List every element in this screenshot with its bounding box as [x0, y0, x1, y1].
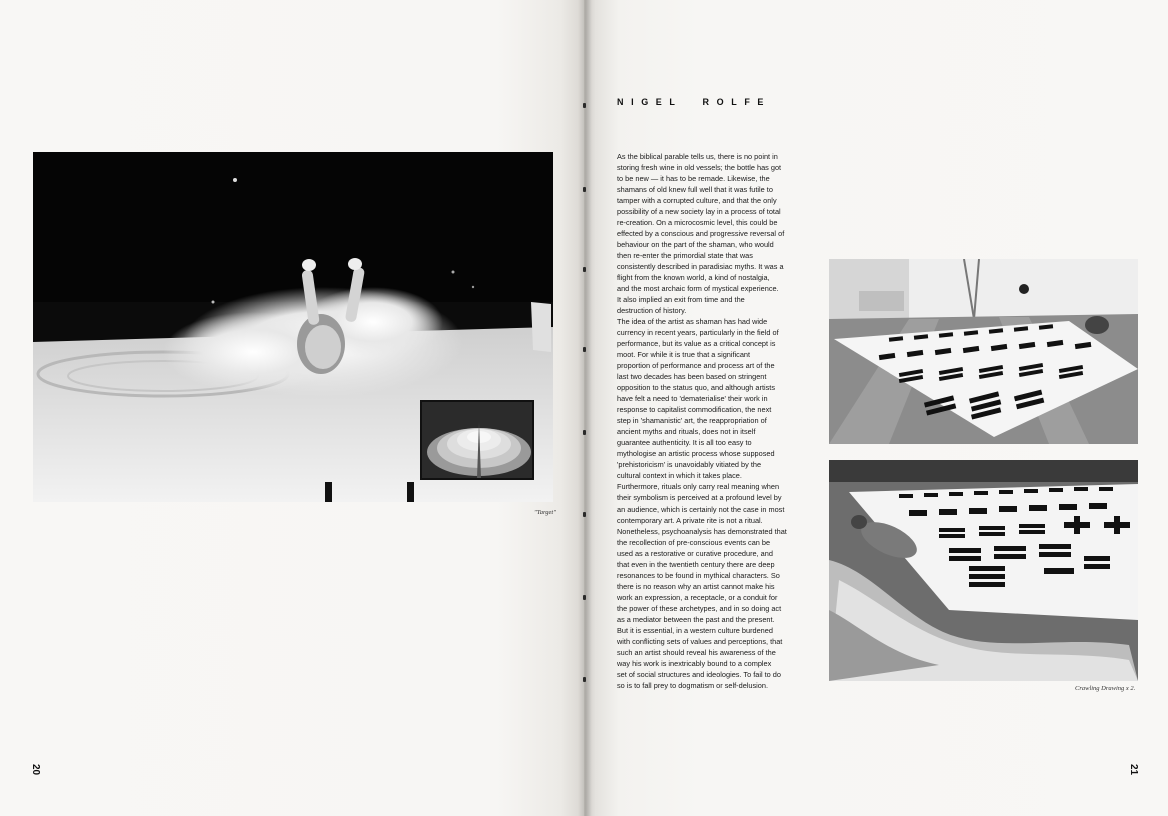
binding-mark: [583, 595, 586, 600]
body-line: 'prehistoricism' is unavoidably vitiated by the: [617, 460, 762, 470]
crawling-drawing-caption: Crawling Drawing x 2.: [1075, 685, 1136, 692]
body-line: last two decades has been based on stringent: [617, 372, 767, 382]
body-line: proportion of performance and process art of the: [617, 361, 775, 371]
binding-mark: [583, 430, 586, 435]
binding-mark: [583, 512, 586, 517]
author-heading: NIGEL ROLFE: [617, 97, 772, 107]
body-line: Nonetheless, psychoanalysis has demonstrated that: [617, 526, 787, 536]
body-line: As the biblical parable tells us, there is no point in: [617, 152, 778, 161]
target-photo-caption: "Target": [534, 509, 556, 516]
body-line: shamans of old knew full well that it was futile to: [617, 185, 773, 195]
body-line: their symbolism is perceived at a profound level by: [617, 493, 782, 503]
body-line: and the most archaic form of mystical experience.: [617, 284, 779, 294]
right-page-number: 21: [1128, 763, 1140, 776]
body-line: cultural context in which it takes place.: [617, 471, 742, 481]
body-line: as a mediator between the past and the present.: [617, 614, 775, 624]
body-line: re-creation. On a microcosmic level, this could be: [617, 218, 778, 228]
body-line: the power of these archetypes, and in so doing act: [617, 603, 782, 613]
body-line: tamper with a corrupted culture, and that the only: [617, 196, 777, 206]
body-line: then re-enter the primordial state that was: [617, 251, 753, 261]
body-line: response to capitalist commodification, the next: [617, 405, 772, 415]
left-page-number: 20: [30, 763, 42, 776]
body-line: The idea of the artist as shaman has had wide: [617, 317, 768, 327]
binding-mark: [583, 347, 586, 352]
body-line: to be new — it has to be remade. Likewise, the: [617, 174, 770, 184]
body-line: so is to fall prey to dogmatism or self-delusion.: [617, 680, 769, 690]
article-body-text: [617, 151, 817, 691]
body-line: performance, but its value as a critical concept is: [617, 339, 776, 349]
body-line: possibility of a new society lay in a process of total: [617, 207, 781, 217]
body-line: work an expression, a receptacle, or a conduit for: [617, 592, 778, 602]
body-line: effected by a conscious and progressive reversal of: [617, 229, 785, 239]
body-line: opposition to the status quo, and although artists: [617, 383, 775, 393]
body-line: resonances to be found in mythical characters. So: [617, 570, 780, 580]
body-line: Furthermore, rituals only carry real meaning when: [617, 482, 780, 492]
body-line: guarantee authenticity. It is all too easy to: [617, 438, 752, 448]
body-line: mythologise an artistic process whose supposed: [617, 449, 775, 459]
body-line: the recollection of pre-conscious events can be: [617, 537, 771, 547]
body-line: contemporary art. A private rite is not a ritual.: [617, 515, 763, 525]
body-line: consistently described in paradisiac myths. It was a: [617, 262, 784, 272]
body-line: currency in recent years, particularly in the field of: [617, 328, 779, 338]
crawling-drawing-photo-bottom: [829, 460, 1138, 681]
body-line: set of social structures and ideologies. To fail to do: [617, 669, 781, 679]
body-line: such an artist should reveal his awareness of the: [617, 647, 776, 657]
body-line: flight from the known world, a kind of nostalgia,: [617, 273, 770, 283]
body-line: ancient myths and rituals, does not in itself: [617, 427, 756, 437]
binding-mark: [583, 187, 586, 192]
spiral-mound-inset-photo: [420, 400, 534, 480]
body-line: that even in the twentieth century there are deep: [617, 559, 775, 569]
body-line: with conflicting sets of values and perceptions, that: [617, 636, 783, 646]
body-line: an audience, which is certainly not the case in most: [617, 504, 785, 514]
binding-mark: [583, 677, 586, 682]
body-line: moot. For while it is true that a significant: [617, 350, 751, 360]
binding-mark: [583, 267, 586, 272]
crawling-drawing-photo-top: [829, 259, 1138, 444]
binding-mark: [583, 103, 586, 108]
book-gutter: [578, 0, 592, 816]
body-line: way his work is inextricably bound to a complex: [617, 658, 772, 668]
body-line: storing fresh wine in old vessels; the bottle has got: [617, 163, 782, 173]
body-line: behaviour on the part of the shaman, who would: [617, 240, 774, 250]
body-line: But it is essential, in a western culture burdened: [617, 625, 773, 635]
body-line: destruction of history.: [617, 306, 687, 316]
body-line: have felt a need to 'dematerialise' their work in: [617, 394, 768, 404]
body-line: step in 'shamanistic' art, the reappropriation of: [617, 416, 767, 426]
body-line: It also implied an exit from time and the: [617, 295, 745, 305]
body-line: there is no reason why an artist cannot make his: [617, 581, 775, 591]
body-line: used as a restorative or curative procedure, and: [617, 548, 773, 558]
